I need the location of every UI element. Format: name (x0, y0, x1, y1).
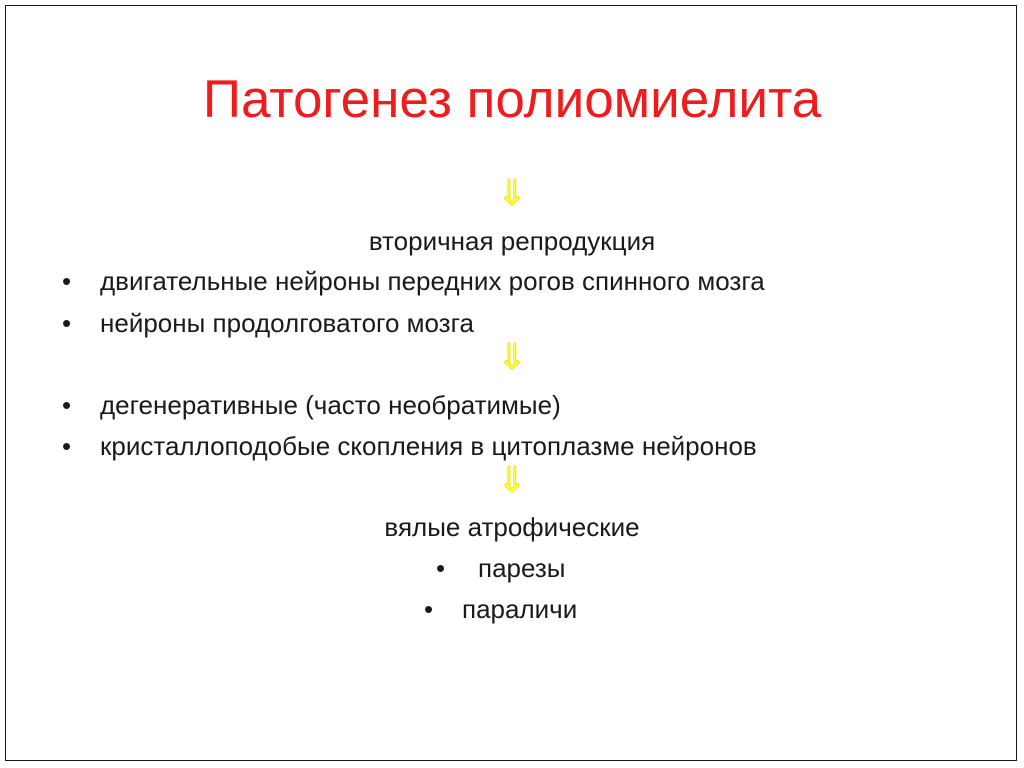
list-item-text: двигательные нейроны передних рогов спинного мозга (100, 266, 765, 296)
slide-title: Патогенез полиомиелита (202, 70, 822, 129)
list-item (436, 552, 636, 584)
section3-heading: вялые атрофические (384, 512, 640, 542)
bullet-icon: • (62, 431, 72, 461)
list-item-text: параличи (462, 594, 578, 624)
bullet-icon: • (62, 266, 72, 296)
list-item (0, 389, 1024, 421)
list-item (424, 593, 644, 625)
list-item-text: дегенеративные (часто необратимые) (100, 390, 561, 420)
list-item (0, 265, 1024, 297)
list-item (0, 307, 1024, 339)
list-item-text: парезы (478, 553, 566, 583)
list-item-text: кристаллоподобые скопления в цитоплазме нейронов (100, 431, 757, 461)
down-arrow-icon: ⇓ (496, 173, 528, 214)
bullet-icon: • (424, 594, 434, 624)
list-item-text: нейроны продолговатого мозга (100, 308, 474, 338)
section1-heading: вторичная репродукция (368, 226, 656, 256)
bullet-icon: • (62, 308, 72, 338)
bullet-icon: • (62, 390, 72, 420)
down-arrow-icon: ⇓ (496, 460, 528, 501)
bullet-icon: • (436, 553, 446, 583)
list-item (0, 430, 1024, 462)
down-arrow-icon: ⇓ (496, 337, 528, 378)
